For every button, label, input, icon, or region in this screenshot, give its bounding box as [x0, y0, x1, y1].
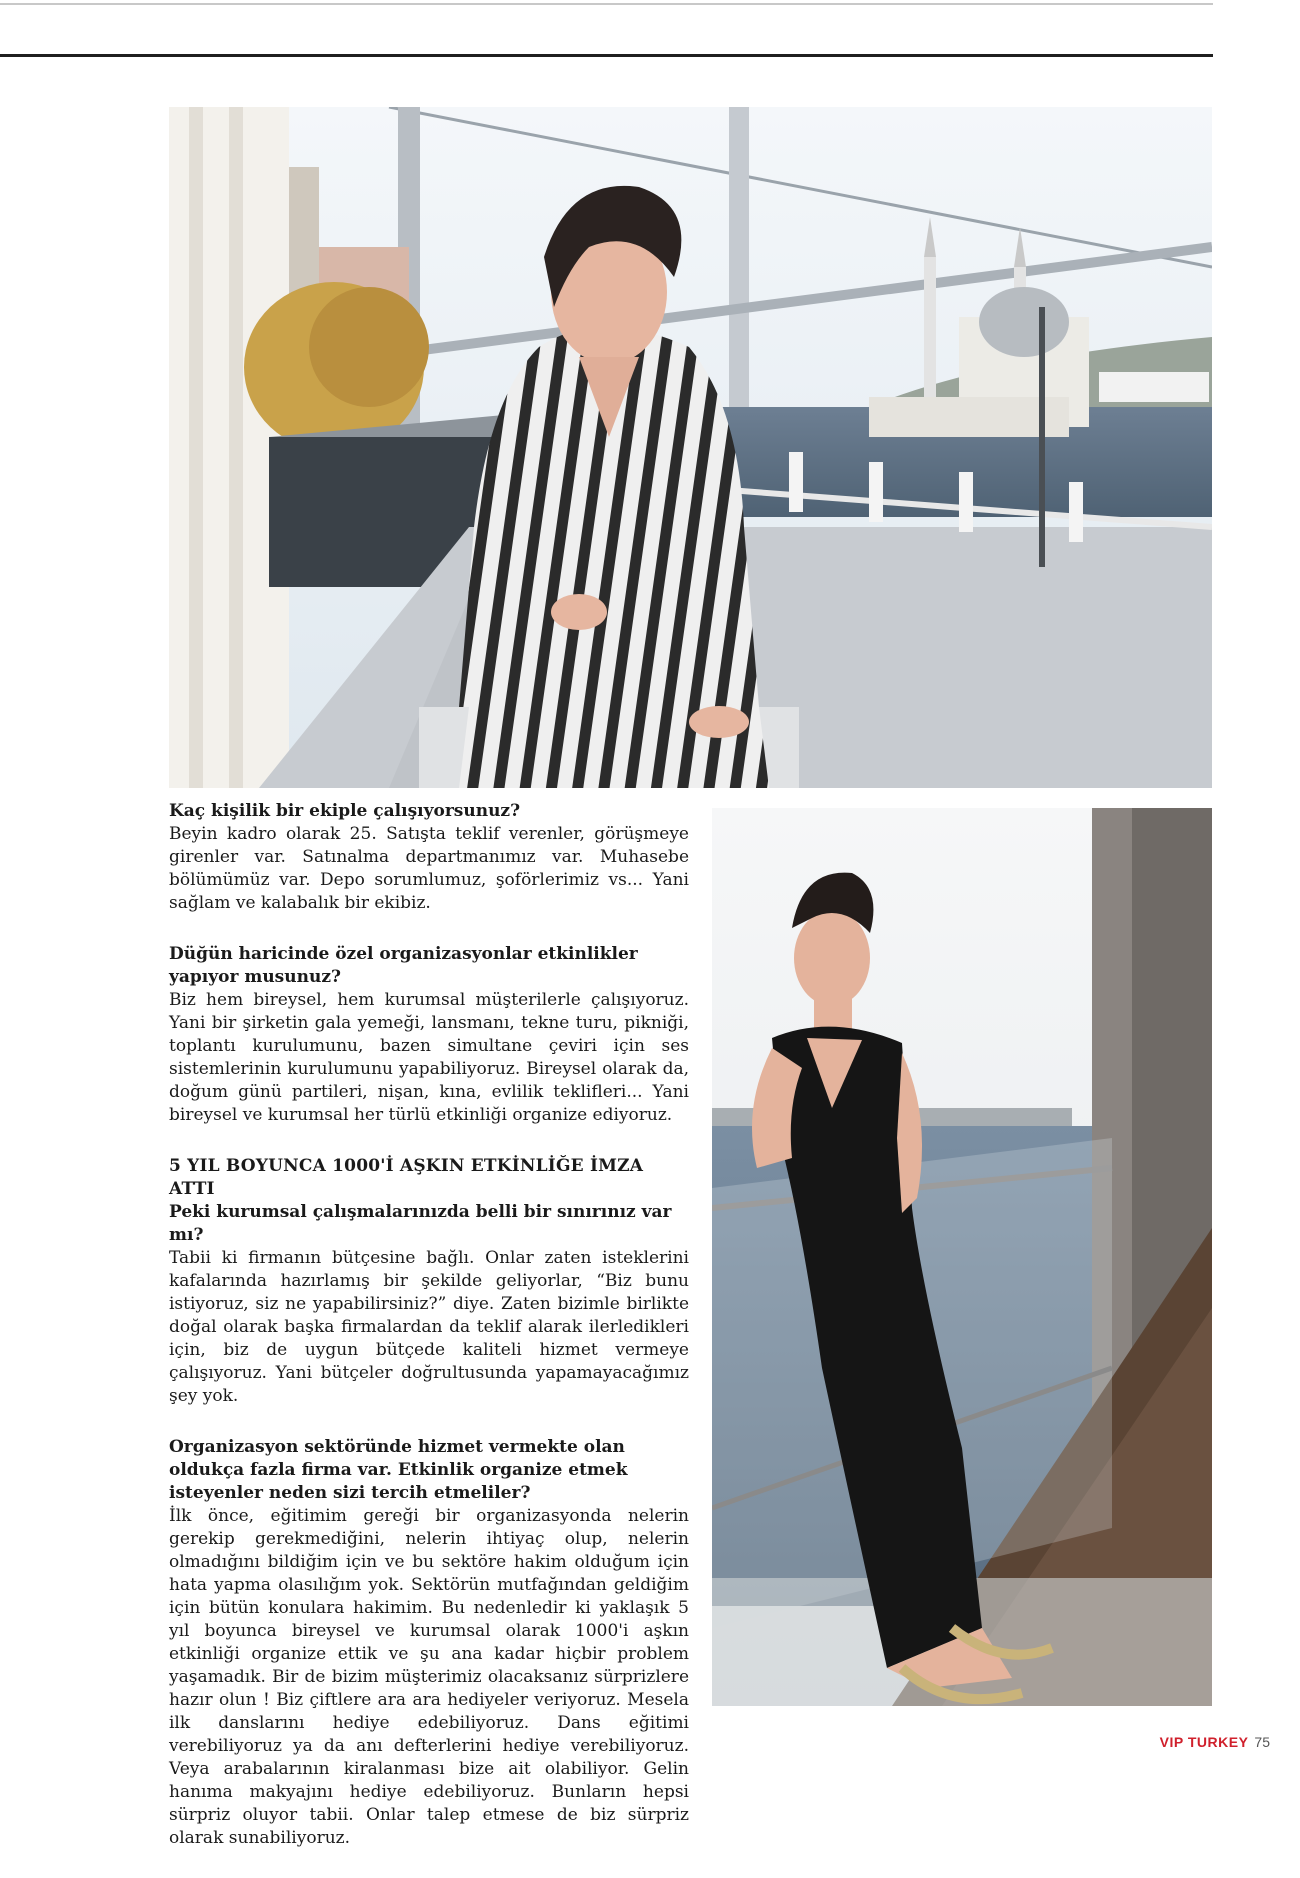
answer: Tabii ki firmanın bütçesine bağlı. Onlar zaten isteklerini kafalarında hazırlamış bir şekilde geliyorlar, “Biz bunu istiyoruz, siz ne yapabilirsiniz?” diye. Zaten bizimle birlikte doğal olarak başka firmalardan da teklif alarak ilerledikleri için, biz de uygun bütçede kaliteli hizmet vermeye çalışıyoruz. Yani bütçeler doğrultusunda yapamayacağımız şey yok. [169, 1248, 689, 1406]
qa-block [169, 1436, 689, 1850]
photo-black-dress [712, 808, 1212, 1706]
question: Düğün haricinde özel organizasyonlar etkinlikler yapıyor musunuz? [169, 944, 638, 987]
article-body [169, 800, 689, 1878]
qa-block [169, 943, 689, 1127]
top-rule-thin [0, 3, 1213, 5]
page-footer [1160, 1734, 1270, 1750]
answer: Biz hem bireysel, hem kurumsal müşterilerle çalışıyoruz. Yani bir şirketin gala yemeği, lansmanı, tekne turu, pikniği, toplantı kurulumunu, bazen simultane çeviri için ses sistemlerinin kurulumunu yapabiliyoruz. Bireysel olarak da, doğum günü partileri, nişan, kına, evlilik teklifleri... Yani bireysel ve kurumsal her türlü etkinliği organize ediyoruz. [169, 990, 689, 1125]
question: Organizasyon sektöründe hizmet vermekte olan oldukça fazla firma var. Etkinlik organize etmek isteyenler neden sizi tercih etmeliler? [169, 1437, 628, 1503]
qa-block [169, 800, 689, 915]
qa-block [169, 1155, 689, 1408]
question: Peki kurumsal çalışmalarınızda belli bir sınırınız var mı? [169, 1202, 672, 1245]
magazine-brand: VIP TURKEY [1159, 1734, 1249, 1750]
photo-striped-dress [169, 107, 1212, 788]
answer: Beyin kadro olarak 25. Satışta teklif verenler, görüşmeye girenler var. Satınalma departmanımız var. Muhasebe bölümümüz var. Depo sorumlumuz, şoförlerimiz vs... Yani sağlam ve kalabalık bir ekibiz. [169, 824, 689, 913]
top-rule-thick [0, 54, 1213, 57]
question: Kaç kişilik bir ekiple çalışıyorsunuz? [169, 801, 521, 821]
page-number: 75 [1254, 1734, 1270, 1750]
section-title: 5 YIL BOYUNCA 1000'İ AŞKIN ETKİNLİĞE İMZA ATTI [169, 1156, 644, 1199]
answer: İlk önce, eğitimim gereği bir organizasyonda nelerin gerekip gerekmediğini, nelerin ihtiyaç olup, nelerin olmadığını bildiğim için ve bu sektöre hakim olduğum için hata yapma olasılığım yok. Sektörün mutfağından geldiğim için bütün konulara hakimim. Bu nedenledir ki yaklaşık 5 yıl boyunca bireysel ve kurumsal olarak 1000'i aşkın etkinliği organize ettik ve şu ana kadar hiçbir problem yaşamadık. Bir de bizim müşterimiz olacaksanız sürprizlere hazır olun ! Biz çiftlere ara ara hediyeler veriyoruz. Mesela ilk danslarını hediye edebiliyoruz. Dans eğitimi verebiliyoruz ya da anı defterlerini hediye verebiliyoruz. Veya arabalarının kiralanması bize ait olabiliyor. Gelin hanıma makyajını hediye edebiliyoruz. Bunların hepsi sürpriz oluyor tabii. Onlar talep etmese de biz sürpriz olarak sunabiliyoruz. [169, 1506, 689, 1848]
